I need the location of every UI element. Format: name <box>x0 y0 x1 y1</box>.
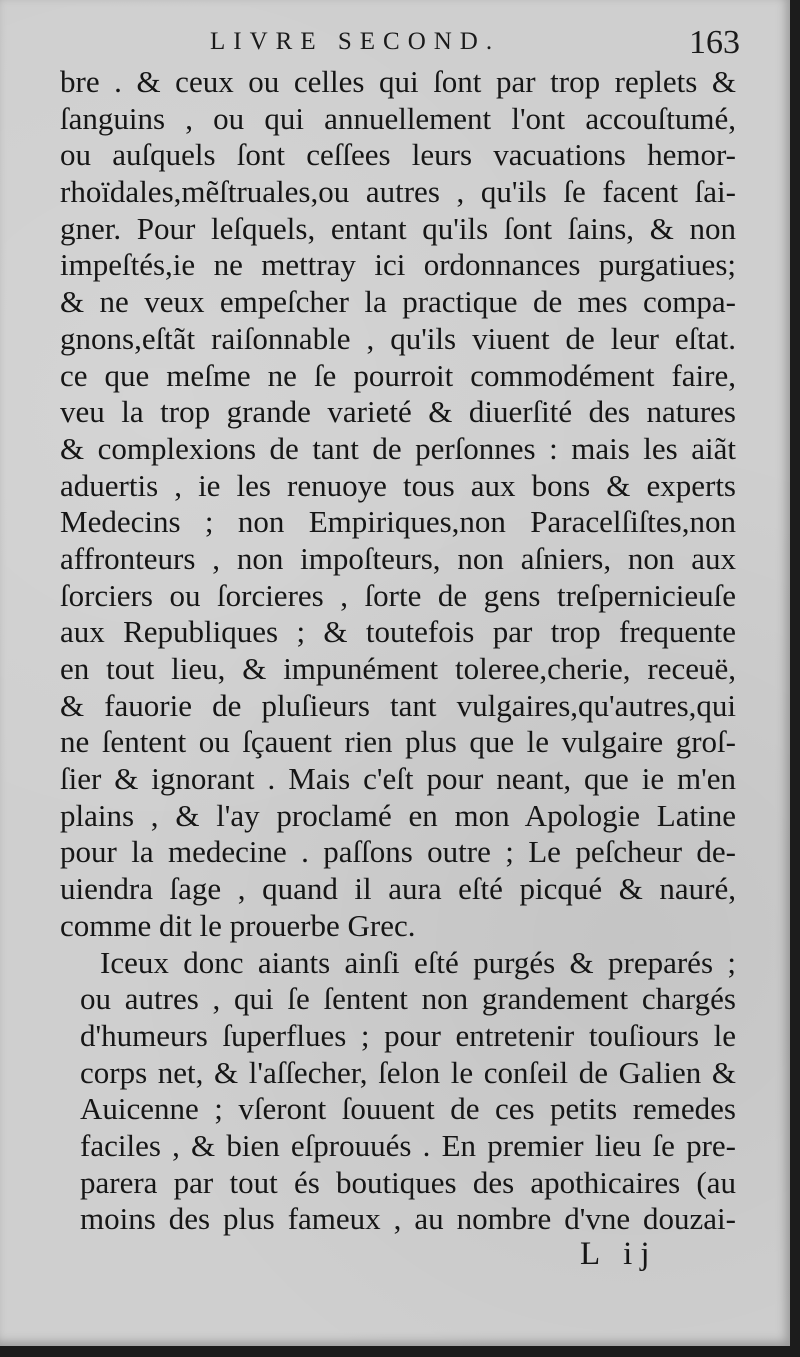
text-line: comme dit le prouerbe Grec. <box>60 907 416 943</box>
page-number: 163 <box>689 24 740 61</box>
text-line: ſorciers ou ſorcieres , ſorte de gens treſpernicieuſe <box>60 577 736 613</box>
text-line: pour la medecine . paſſons outre ; Le peſcheur de- <box>60 834 736 870</box>
text-line: ſier & ignorant . Mais c'eſt pour neant, que ie m'en <box>60 761 736 797</box>
text-line: ou auſquels ſont ceſſees leurs vacuations hemor- <box>60 137 736 173</box>
text-line: aux Republiques ; & toutefois par trop frequente <box>60 614 736 650</box>
paragraph-2 <box>60 945 736 1239</box>
text-line: veu la trop grande varieté & diuerſité des natures <box>60 394 736 430</box>
text-line: plains , & l'ay proclamé en mon Apologie Latine <box>60 797 736 833</box>
text-line: moins des plus fameux , au nombre d'vne douzai- <box>80 1201 736 1237</box>
paragraph-1 <box>60 64 736 945</box>
running-head: LIVRE SECOND. <box>210 28 501 55</box>
text-line: corps net, & l'aſſecher, ſelon le conſeil de Galien & <box>80 1054 736 1090</box>
text-line: Auicenne ; vſeront ſouuent de ces petits remedes <box>80 1091 736 1127</box>
text-line: Medecins ; non Empiriques,non Paracelſiſtes,non <box>60 504 736 540</box>
page-header <box>60 24 740 68</box>
text-line: ſanguins , ou qui annuellement l'ont accouſtumé, <box>60 100 736 136</box>
text-line: Iceux donc aiants ainſi eſté purgés & preparés ; <box>100 944 736 980</box>
text-line: ce que meſme ne ſe pourroit commodément faire, <box>60 357 736 393</box>
text-line: d'humeurs ſuperflues ; pour entretenir touſiours le <box>80 1017 736 1053</box>
text-line: & complexions de tant de perſonnes : mais les aiãt <box>60 430 736 466</box>
text-line: affronteurs , non impoſteurs, non aſniers, non aux <box>60 540 736 576</box>
text-line: gnons,eſtãt raiſonnable , qu'ils viuent de leur eſtat. <box>60 320 736 356</box>
text-line: en tout lieu, & impunément toleree,cherie, receuë, <box>60 651 736 686</box>
text-line: ou autres , qui ſe ſentent non grandement chargés <box>80 981 736 1017</box>
text-line: bre . & ceux ou celles qui ſont par trop replets & <box>60 64 736 99</box>
text-line: aduertis , ie les renuoye tous aux bons & experts <box>60 467 736 503</box>
text-line: gner. Pour leſquels, entant qu'ils ſont ſains, & non <box>60 210 736 246</box>
signature-mark: L ij <box>580 1236 658 1272</box>
text-line: uiendra ſage , quand il aura eſté picqué & nauré, <box>60 871 736 907</box>
body-text <box>60 64 736 1238</box>
text-line: ne ſentent ou ſçauent rien plus que le vulgaire groſ- <box>60 724 736 760</box>
text-line: & fauorie de pluſieurs tant vulgaires,qu'autres,qui <box>60 687 736 723</box>
text-line: impeſtés,ie ne mettray ici ordonnances purgatiues; <box>60 247 736 283</box>
text-line: & ne veux empeſcher la practique de mes compa- <box>60 284 736 320</box>
text-line: rhoïdales,mẽſtruales,ou autres , qu'ils ſe facent ſai- <box>60 174 736 210</box>
text-line: parera par tout és boutiques des apothicaires (au <box>80 1164 736 1200</box>
text-line: faciles , & bien eſprouués . En premier lieu ſe pre- <box>80 1127 736 1163</box>
